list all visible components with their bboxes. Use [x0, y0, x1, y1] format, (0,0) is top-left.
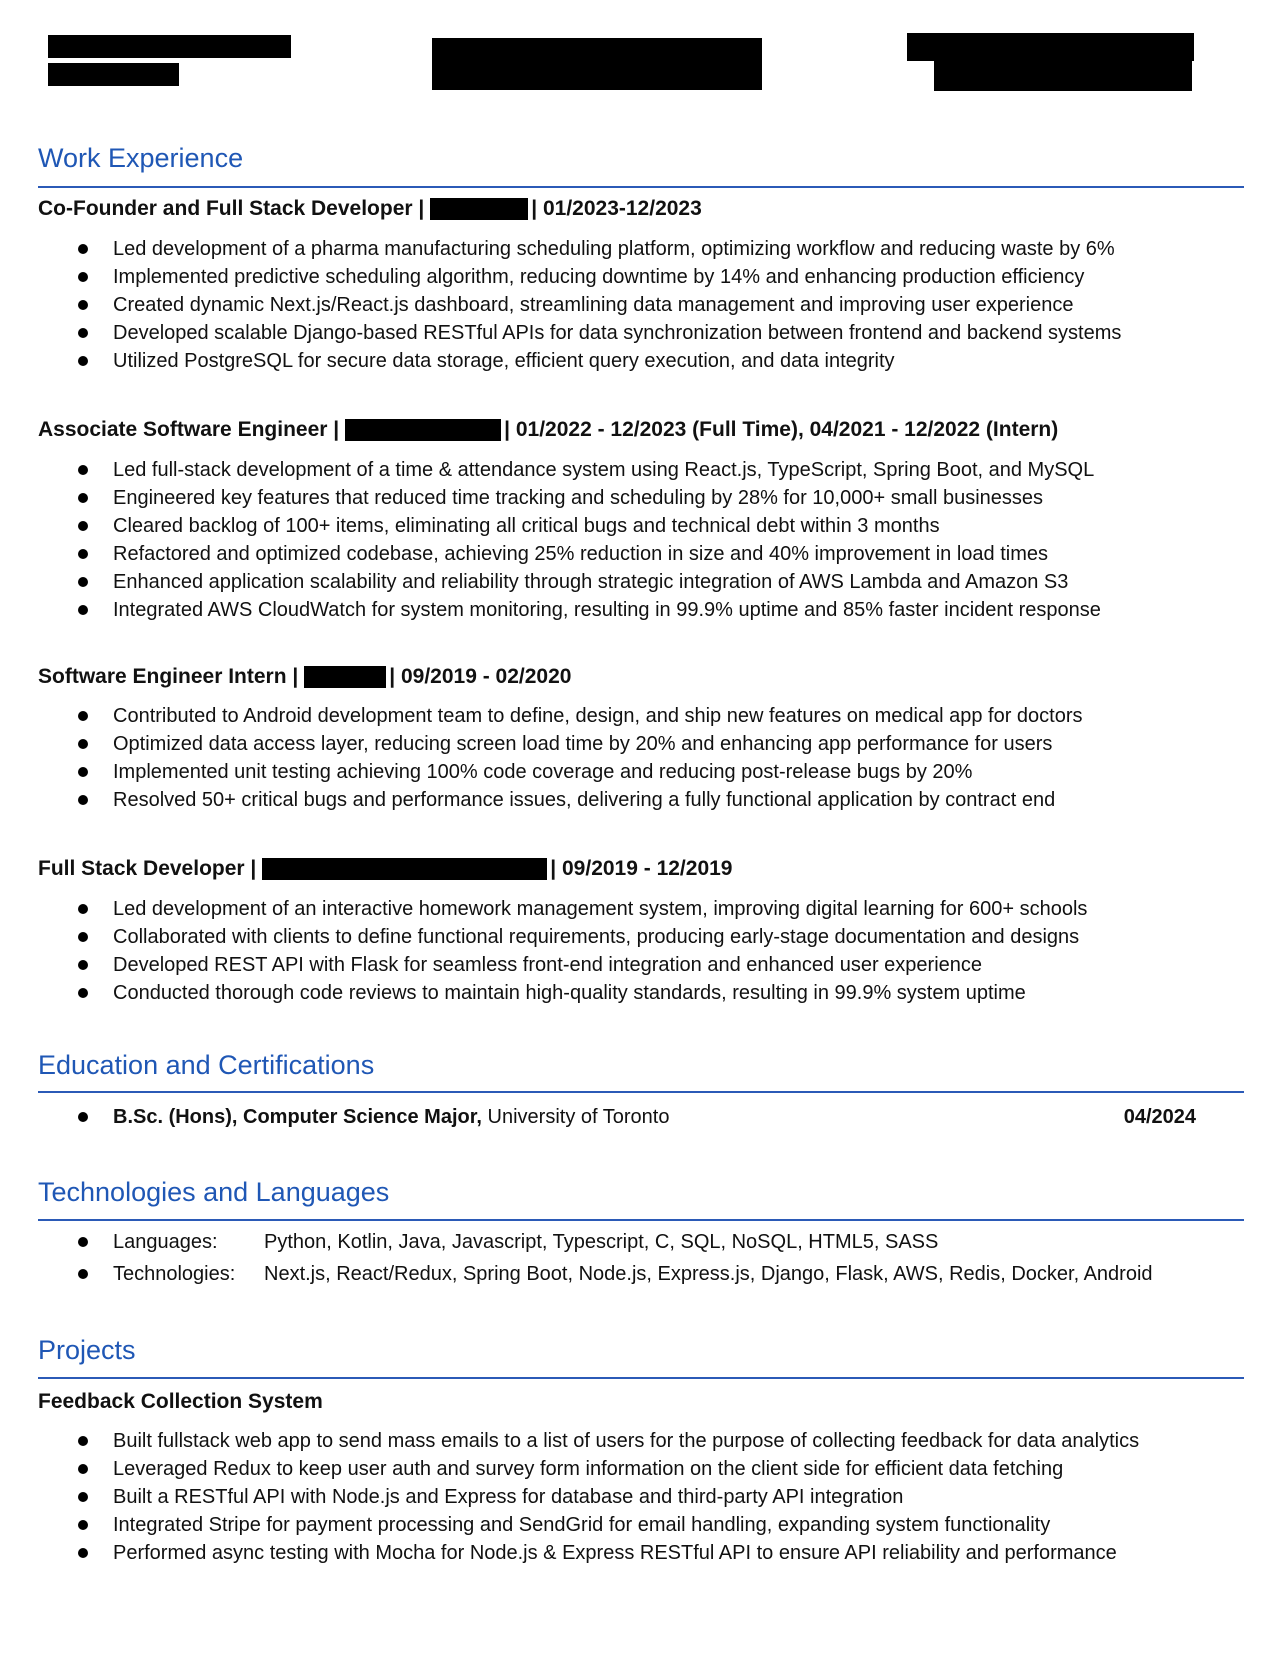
section-title-education: Education and Certifications: [38, 1050, 375, 1080]
bullet-icon: [78, 711, 88, 721]
bullet-icon: [78, 1464, 88, 1474]
list-item: [70, 235, 1121, 263]
bullet-icon: [78, 904, 88, 914]
list-item: [70, 895, 1087, 923]
list-item: [70, 291, 1121, 319]
list-item: [70, 540, 1101, 568]
job-bullets: [70, 456, 1101, 624]
list-item: [70, 568, 1101, 596]
bullet-text: Contributed to Android development team to define, design, and ship new features on medical app for doctors: [113, 705, 1083, 727]
bullet-icon: [78, 1269, 88, 1279]
bullet-icon: [78, 795, 88, 805]
section-title-work: Work Experience: [38, 143, 244, 173]
bullet-icon: [78, 1237, 88, 1247]
technologies-value: Next.js, React/Redux, Spring Boot, Node.js, Express.js, Django, Flask, AWS, Redis, Docker, Android: [264, 1263, 1153, 1285]
job-title: [38, 197, 702, 221]
job-bullets: [70, 235, 1121, 375]
education-entry: [70, 1103, 1196, 1131]
bullet-text: Leveraged Redux to keep user auth and survey form information on the client side for efficient data fetching: [113, 1458, 1064, 1480]
bullet-icon: [78, 465, 88, 475]
job-role: Full Stack Developer |: [38, 857, 257, 880]
bullet-text: Resolved 50+ critical bugs and performance issues, delivering a fully functional application by contract end: [113, 789, 1056, 811]
job-title: [38, 665, 571, 689]
redacted-company: [262, 858, 547, 880]
bullet-text: Utilized PostgreSQL for secure data storage, efficient query execution, and data integrity: [113, 350, 895, 372]
redacted-name-2: [48, 63, 179, 86]
redacted-contact-right: [907, 33, 1194, 61]
bullet-text: Created dynamic Next.js/React.js dashboard, streamlining data management and improving user experience: [113, 294, 1074, 316]
bullet-icon: [78, 767, 88, 777]
bullet-text: Implemented unit testing achieving 100% code coverage and reducing post-release bugs by 20%: [113, 761, 973, 783]
bullet-text: Led development of an interactive homework management system, improving digital learning for 600+ schools: [113, 898, 1088, 920]
list-item: [70, 1483, 1139, 1511]
job-dates: | 09/2019 - 12/2019: [550, 857, 733, 880]
redacted-contact-center: [432, 38, 762, 90]
list-item: [70, 1427, 1139, 1455]
bullet-text: Engineered key features that reduced time tracking and scheduling by 28% for 10,000+ small businesses: [113, 487, 1043, 509]
bullet-icon: [78, 988, 88, 998]
list-item: [70, 347, 1121, 375]
list-item: [70, 512, 1101, 540]
bullet-text: Performed async testing with Mocha for Node.js & Express RESTful API to ensure API reliability and performance: [113, 1542, 1117, 1564]
bullet-text: Led development of a pharma manufacturing scheduling platform, optimizing workflow and reducing waste by 6%: [113, 238, 1115, 260]
section-title-tech: Technologies and Languages: [38, 1177, 390, 1207]
job-role: Co-Founder and Full Stack Developer |: [38, 197, 425, 220]
redacted-company: [304, 666, 386, 688]
job-role: Associate Software Engineer |: [38, 418, 340, 441]
list-item: [70, 319, 1121, 347]
project-title: Feedback Collection System: [38, 1390, 323, 1413]
list-item: [70, 702, 1083, 730]
bullet-icon: [78, 1492, 88, 1502]
languages-label: Languages:: [113, 1231, 218, 1253]
job-bullets: [70, 895, 1087, 1007]
bullet-icon: [78, 328, 88, 338]
job-dates: | 01/2022 - 12/2023 (Full Time), 04/2021 - 12/2022 (Intern): [504, 418, 1059, 441]
section-rule: [38, 1377, 1244, 1379]
bullet-text: Enhanced application scalability and reliability through strategic integration of AWS Lambda and Amazon S3: [113, 571, 1069, 593]
project-bullets: [70, 1427, 1139, 1567]
list-item: [70, 263, 1121, 291]
education-date: 04/2024: [1123, 1106, 1196, 1128]
bullet-icon: [78, 960, 88, 970]
bullet-text: Implemented predictive scheduling algorithm, reducing downtime by 14% and enhancing production efficiency: [113, 266, 1085, 288]
redacted-company: [345, 419, 501, 441]
languages-row: [70, 1228, 938, 1256]
degree: B.Sc. (Hons), Computer Science Major,: [113, 1106, 482, 1128]
bullet-icon: [78, 244, 88, 254]
bullet-icon: [78, 932, 88, 942]
bullet-text: Built a RESTful API with Node.js and Express for database and third-party API integration: [113, 1486, 904, 1508]
list-item: [70, 758, 1083, 786]
list-item: [70, 484, 1101, 512]
section-rule: [38, 1219, 1244, 1221]
bullet-icon: [78, 272, 88, 282]
list-item: [70, 730, 1083, 758]
list-item: [70, 1455, 1139, 1483]
technologies-row: [70, 1260, 1153, 1288]
job-bullets: [70, 702, 1083, 814]
list-item: [70, 1511, 1139, 1539]
bullet-icon: [78, 549, 88, 559]
list-item: [70, 786, 1083, 814]
bullet-text: Optimized data access layer, reducing screen load time by 20% and enhancing app performance for users: [113, 733, 1053, 755]
job-title: [38, 418, 1058, 442]
list-item: [70, 979, 1087, 1007]
list-item: [70, 596, 1101, 624]
redacted-contact-right-2: [934, 61, 1192, 91]
bullet-text: Integrated AWS CloudWatch for system monitoring, resulting in 99.9% uptime and 85% faster incident response: [113, 599, 1101, 621]
bullet-text: Led full-stack development of a time & attendance system using React.js, TypeScript, Spring Boot, and MySQL: [113, 459, 1095, 481]
bullet-text: Built fullstack web app to send mass emails to a list of users for the purpose of collecting feedback for data analytics: [113, 1430, 1140, 1452]
section-rule: [38, 186, 1244, 188]
section-title-projects: Projects: [38, 1335, 136, 1365]
section-rule: [38, 1091, 1244, 1093]
bullet-icon: [78, 739, 88, 749]
bullet-icon: [78, 493, 88, 503]
bullet-icon: [78, 1548, 88, 1558]
bullet-icon: [78, 605, 88, 615]
bullet-icon: [78, 1520, 88, 1530]
languages-value: Python, Kotlin, Java, Javascript, Typescript, C, SQL, NoSQL, HTML5, SASS: [264, 1231, 939, 1253]
bullet-icon: [78, 521, 88, 531]
redacted-name: [48, 35, 291, 58]
bullet-text: Conducted thorough code reviews to maintain high-quality standards, resulting in 99.9% system uptime: [113, 982, 1026, 1004]
technologies-label: Technologies:: [113, 1263, 236, 1285]
job-title: [38, 857, 733, 881]
bullet-text: Refactored and optimized codebase, achieving 25% reduction in size and 40% improvement in load times: [113, 543, 1048, 565]
bullet-icon: [78, 577, 88, 587]
bullet-icon: [78, 1112, 88, 1122]
bullet-text: Collaborated with clients to define functional requirements, producing early-stage documentation and designs: [113, 926, 1080, 948]
job-role: Software Engineer Intern |: [38, 665, 299, 688]
list-item: [70, 456, 1101, 484]
bullet-icon: [78, 300, 88, 310]
bullet-icon: [78, 1436, 88, 1446]
bullet-text: Cleared backlog of 100+ items, eliminating all critical bugs and technical debt within 3 months: [113, 515, 940, 537]
school: University of Toronto: [481, 1106, 670, 1128]
job-dates: | 01/2023-12/2023: [531, 197, 702, 220]
bullet-icon: [78, 356, 88, 366]
bullet-text: Developed scalable Django-based RESTful APIs for data synchronization between frontend and backend systems: [113, 322, 1122, 344]
bullet-text: Integrated Stripe for payment processing and SendGrid for email handling, expanding system functionality: [113, 1514, 1051, 1536]
list-item: [70, 951, 1087, 979]
list-item: [70, 1539, 1139, 1567]
redacted-company: [430, 198, 528, 220]
bullet-text: Developed REST API with Flask for seamless front-end integration and enhanced user experience: [113, 954, 983, 976]
list-item: [70, 923, 1087, 951]
job-dates: | 09/2019 - 02/2020: [389, 665, 572, 688]
